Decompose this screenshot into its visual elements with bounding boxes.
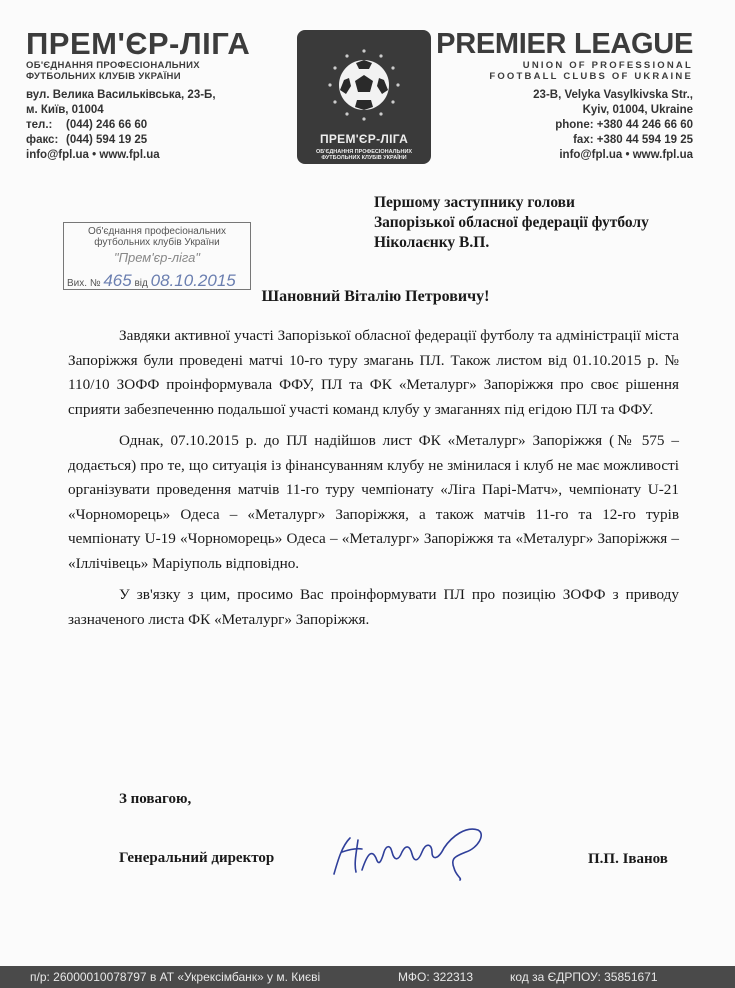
phone-ua: (044) 246 66 60	[66, 119, 148, 131]
brand-en: PREMIER LEAGUE	[436, 28, 693, 60]
stamp-line-3: "Прем'єр-ліга"	[113, 250, 201, 265]
phone-en: phone: +380 44 246 66 60	[555, 119, 693, 131]
address-en	[433, 88, 693, 163]
brand-ua: ПРЕМ'ЄР-ЛІГА	[26, 26, 251, 61]
stamp-date-label: від	[134, 278, 148, 289]
paragraph: Однак, 07.10.2015 р. до ПЛ надійшов лист ФК «Металург» Запоріжжя (№ 575 – додається) про те, що ситуація із фінансуванням клубу не змінилася і клуб не має можливості організувати проведення матчів 11-го туру чемпіонату «Ліга Парі-Матч», чемпіонату U-21 «Чорноморець» Одеса – «Металург» Запоріжжя, а також матчів 11-го та 12-го турів чемпіонату U-19 «Чорноморець» Одеса – «Металург» Запоріжжя та «Металург» Запоріжжя – «Іллічівець» Маріуполь відповідно.	[68, 432, 679, 572]
web-en: info@fpl.ua • www.fpl.ua	[559, 149, 693, 161]
football-icon	[327, 48, 401, 122]
addressee	[374, 193, 649, 253]
addressee-line-3: Ніколаєнку В.П.	[374, 234, 490, 251]
paragraph: Завдяки активної участі Запорізької обласної федерації футболу та адміністрації міста Запоріжжя були проведені матчі 10-го туру змагань ПЛ. Також листом від 01.10.2015 р. № 110/10 ЗОФФ проінформувала ФФУ, ПЛ та ФК «Металург» Запоріжжя про своє рішення сприяти забезпеченню подальшої участі команд клубу у змаганнях під егідою ПЛ та ФФУ.	[68, 327, 679, 418]
signature	[328, 822, 490, 882]
city-ua: м. Київ, 01004	[26, 104, 104, 116]
letter-body	[68, 324, 679, 639]
stamp-out-number: 465	[103, 271, 132, 290]
stamp-line-2: футбольних клубів України	[94, 237, 220, 248]
fax-ua: (044) 594 19 25	[66, 134, 148, 146]
stamp-org	[64, 226, 250, 248]
outgoing-stamp	[63, 222, 251, 290]
address-ua	[26, 88, 286, 163]
stamp-out-label: Вих. №	[67, 278, 101, 289]
signer-name: П.П. Іванов	[588, 851, 668, 867]
fax-row-ua	[26, 133, 286, 148]
fax-en: fax: +380 44 594 19 25	[573, 134, 693, 146]
brand-ua-sub-1: ОБ'ЄДНАННЯ ПРОФЕСІОНАЛЬНИХ	[26, 60, 200, 71]
header-right	[433, 28, 693, 163]
footer-edrpou: код за ЄДРПОУ: 35851671	[510, 970, 658, 984]
street-ua: вул. Велика Васильківська, 23-Б,	[26, 89, 216, 101]
fax-label-ua: факс:	[26, 134, 59, 146]
signer-position: Генеральний директор	[119, 850, 275, 866]
logo-text: ПРЕМ'ЄР-ЛІГА	[319, 132, 409, 146]
league-logo	[297, 30, 431, 164]
logo-subtext: ОБ'ЄДНАННЯ ПРОФЕСІОНАЛЬНИХ ФУТБОЛЬНИХ КЛУБІВ УКРАЇНИ	[315, 149, 413, 161]
web-ua: info@fpl.ua • www.fpl.ua	[26, 149, 160, 161]
brand-ua-sub-2: ФУТБОЛЬНИХ КЛУБІВ УКРАЇНИ	[26, 71, 181, 82]
greeting: Шановний Віталію Петровичу!	[261, 288, 490, 305]
addressee-line-2: Запорізької обласної федерації футболу	[374, 214, 649, 231]
footer-mfo: МФО: 322313	[398, 970, 474, 984]
paragraph: У зв'язку з цим, просимо Вас проінформувати ПЛ про позицію ЗОФФ з приводу зазначеного листа ФК «Металург» Запоріжжя.	[68, 586, 679, 628]
city-en: Kyiv, 01004, Ukraine	[582, 104, 693, 116]
brand-en-sub-2: FOOTBALL CLUBS OF UKRAINE	[489, 71, 693, 82]
phone-label-ua: тел.:	[26, 119, 53, 131]
street-en: 23-B, Velyka Vasylkivska Str.,	[533, 89, 693, 101]
stamp-line-1: Об'єднання професіональних	[87, 226, 227, 237]
footer-account: п/р: 26000010078797 в АТ «Укрексімбанк» у м. Києві	[30, 970, 321, 984]
addressee-line-1: Першому заступнику голови	[374, 194, 575, 211]
phone-row-ua	[26, 118, 286, 133]
closing: З повагою,	[119, 791, 192, 807]
brand-en-sub-1: UNION OF PROFESSIONAL	[522, 60, 693, 71]
bank-footer	[0, 966, 735, 988]
header-left	[26, 28, 286, 163]
stamp-date: 08.10.2015	[150, 271, 236, 290]
